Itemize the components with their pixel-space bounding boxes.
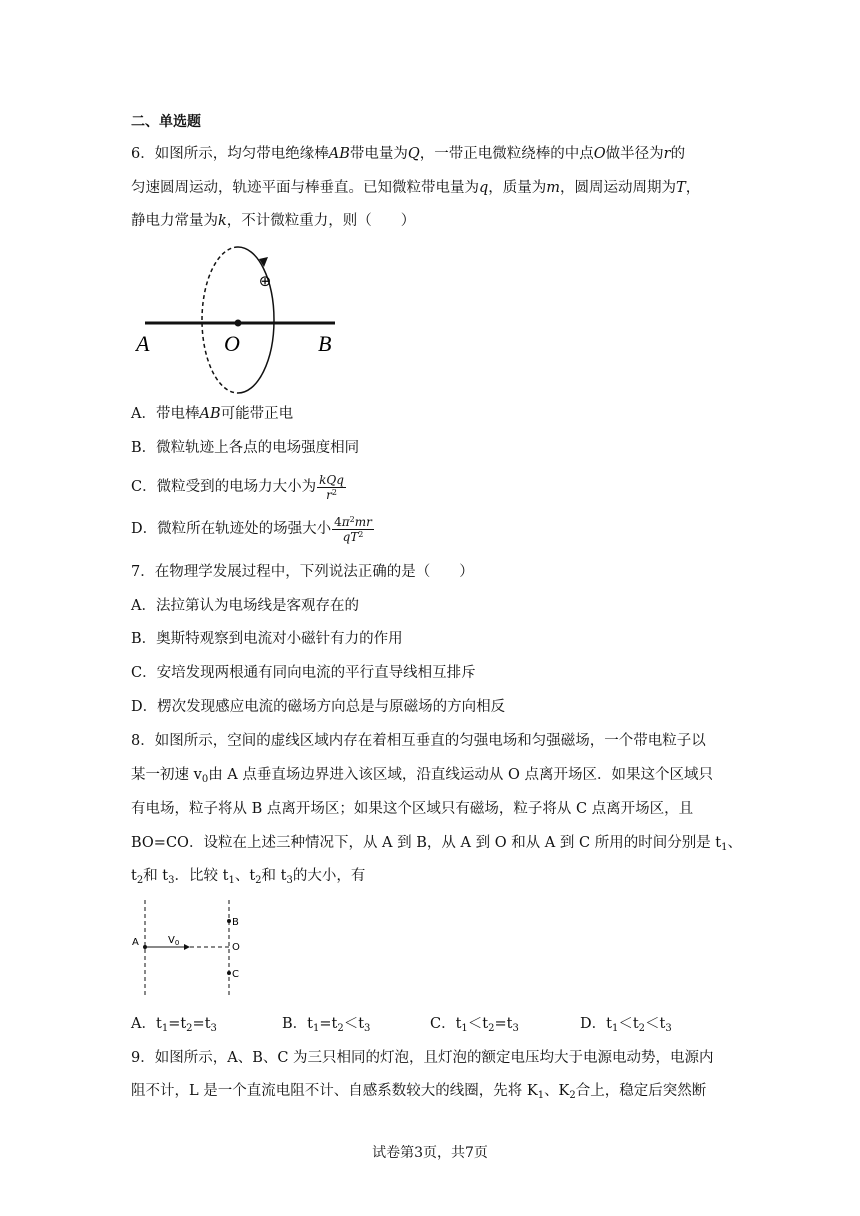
- q8-figure: [128, 898, 243, 1000]
- label-b: B: [232, 917, 239, 928]
- fraction-field: $\frac{4\pi^2mr}{qT^2}$: [334, 514, 372, 544]
- label-a: A: [132, 937, 139, 948]
- label-a: A: [136, 331, 150, 356]
- label-v0: $V_0$: [168, 935, 180, 947]
- center-point: [235, 320, 242, 327]
- label-o: O: [232, 942, 240, 953]
- orbit-back: [202, 247, 238, 393]
- q6-option-a: A．带电棒AB可能带正电: [131, 406, 294, 422]
- point-a: [143, 945, 147, 949]
- q7-option-c: C．安培发现两根通有同向电流的平行直导线相互排斥: [131, 665, 476, 681]
- q9-stem-line1: 9．如图所示，A、B、C 为三只相同的灯泡，且灯泡的额定电压均大于电源电动势，电源内: [131, 1050, 714, 1066]
- point-b: [227, 919, 231, 923]
- q8-option-b: B．$t_1=t_2<t_3$: [282, 1016, 371, 1034]
- q6-figure: [135, 243, 350, 395]
- q7-option-a: A．法拉第认为电场线是客观存在的: [131, 598, 359, 614]
- charge-symbol: ⊕: [258, 272, 272, 290]
- q8-stem-line5: $t_2$和 $t_3$．比较 $t_1$、$t_2$和 $t_3$的大小，有: [131, 868, 366, 886]
- q6-stem-line2: 匀速圆周运动，轨迹平面与棒垂直。已知微粒带电量为q，质量为m，圆周运动周期为T，: [131, 180, 701, 196]
- label-o: O: [224, 331, 240, 356]
- q7-option-d: D．楞次发现感应电流的磁场方向总是与原磁场的方向相反: [131, 699, 506, 715]
- q8-stem-line4: BO=CO．设粒在上述三种情况下，从 A 到 B，从 A 到 O 和从 A 到 C 所用的时间分别是 $t_1$、: [131, 835, 743, 853]
- q6-option-b: B．微粒轨迹上各点的电场强度相同: [131, 440, 360, 456]
- q8-option-c: C．$t_1<t_2=t_3$: [430, 1016, 519, 1034]
- arrow-head-icon: [184, 944, 190, 950]
- q6-option-c: C．微粒受到的电场力大小为 $\frac{\text{kQq}}{r^2}$: [131, 472, 344, 502]
- label-c: C: [232, 969, 239, 980]
- q8-stem-line3: 有电场，粒子将从 B 点离开场区；如果这个区域只有磁场，粒子将从 C 点离开场区，且: [131, 801, 694, 817]
- q8-stem-line2: 某一初速 $v_0$由 A 点垂直场边界进入该区域，沿直线运动从 O 点离开场区．如果这个区域只: [131, 767, 713, 785]
- q6-stem-line1: 6．如图所示，均匀带电绝缘棒AB带电量为Q，一带正电微粒绕棒的中点O做半径为r的: [131, 146, 686, 162]
- q6-stem-line3: 静电力常量为k，不计微粒重力，则（ ）: [131, 213, 416, 229]
- q7-option-b: B．奥斯特观察到电流对小磁针有力的作用: [131, 631, 403, 647]
- q8-stem-line1: 8．如图所示，空间的虚线区域内存在着相互垂直的匀强电场和匀强磁场，一个带电粒子以: [131, 733, 706, 749]
- page-footer: 试卷第3页，共7页: [372, 1145, 488, 1161]
- q7-stem: 7．在物理学发展过程中，下列说法正确的是（ ）: [131, 564, 474, 580]
- q6-option-d: D．微粒所在轨迹处的场强大小 $\frac{4\pi^2mr}{qT^2}$: [131, 514, 372, 544]
- point-c: [227, 971, 231, 975]
- section-heading: 二、单选题: [131, 114, 201, 130]
- q8-option-a: A．$t_1=t_2=t_3$: [131, 1016, 217, 1034]
- fraction-kqq-r2: $\frac{\text{kQq}}{r^2}$: [319, 472, 344, 502]
- q9-stem-line2: 阻不计，L 是一个直流电阻不计、自感系数较大的线圈，先将 $K_1$、$K_2$合上，稳定后突然断: [131, 1083, 707, 1101]
- label-b: B: [318, 331, 332, 356]
- q8-option-d: D．$t_1<t_2<t_3$: [580, 1016, 672, 1034]
- orbit-front: [238, 247, 274, 393]
